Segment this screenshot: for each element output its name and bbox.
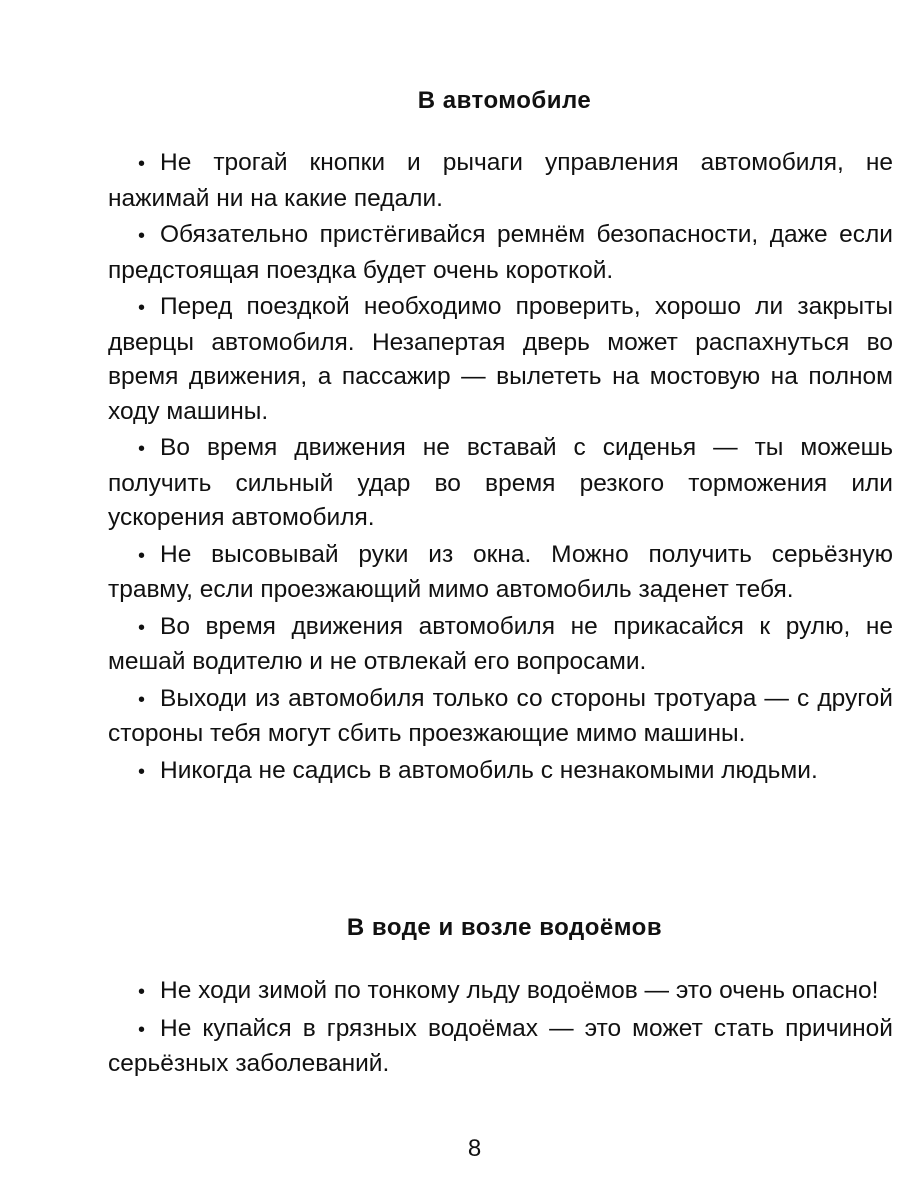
list-item bbox=[108, 682, 893, 752]
page-number: 8 bbox=[467, 1135, 482, 1162]
list-item-text: Не трогай кнопки и рычаги управления автомобиля, не нажимай ни на какие педали. bbox=[108, 149, 893, 212]
list-item-text: Во время движения автомобиля не прикасайся к рулю, не мешай водителю и не отвлекай его вопросами. bbox=[108, 612, 893, 675]
list-item-text: Выходи из автомобиля только со стороны тротуара — с другой стороны тебя могут сбить проезжающие мимо машины. bbox=[108, 684, 893, 747]
list-item-text: Во время движения не вставай с сиденья — ты можешь получить сильный удар во время резкого торможения или ускорения автомобиля. bbox=[108, 434, 893, 531]
list-item-text: Не купайся в грязных водоёмах — это может стать причиной серьёзных заболеваний. bbox=[108, 1014, 893, 1077]
list-item bbox=[108, 974, 893, 1010]
list-item-text: Никогда не садись в автомобиль с незнакомыми людьми. bbox=[160, 756, 818, 784]
list-item bbox=[108, 1012, 893, 1082]
list-item-text: Не ходи зимой по тонкому льду водоёмов — это очень опасно! bbox=[160, 977, 879, 1004]
bullet-list bbox=[108, 974, 893, 1084]
list-item bbox=[108, 290, 893, 429]
bullet-icon: • bbox=[138, 438, 146, 460]
list-item bbox=[108, 754, 893, 790]
bullet-icon: • bbox=[138, 981, 146, 1003]
section-title: В воде и возле водоёмов bbox=[346, 914, 663, 941]
bullet-icon: • bbox=[138, 760, 146, 783]
bullet-icon: • bbox=[138, 1018, 146, 1041]
bullet-icon: • bbox=[138, 544, 146, 567]
list-item-text: Обязательно пристёгивайся ремнём безопасности, даже если предстоящая поездка будет очень короткой. bbox=[108, 221, 893, 284]
bullet-list bbox=[108, 146, 893, 791]
bullet-icon: • bbox=[138, 688, 146, 711]
bullet-icon: • bbox=[138, 225, 146, 247]
list-item-text: Перед поездкой необходимо проверить, хорошо ли закрыты дверцы автомобиля. Незапертая дверь может распахнуться во время движения, а пассажир — вылететь на мостовую на полном ходу машины. bbox=[108, 293, 893, 425]
list-item-text: Не высовывай руки из окна. Можно получить серьёзную травму, если проезжающий мимо автомобиль заденет тебя. bbox=[108, 540, 893, 603]
list-item bbox=[108, 218, 893, 288]
list-item bbox=[108, 146, 893, 216]
list-item bbox=[108, 431, 893, 536]
bullet-icon: • bbox=[138, 616, 146, 639]
list-item bbox=[108, 610, 893, 680]
section-title: В автомобиле bbox=[417, 87, 592, 114]
list-item bbox=[108, 538, 893, 608]
bullet-icon: • bbox=[138, 297, 146, 319]
bullet-icon: • bbox=[138, 153, 146, 175]
